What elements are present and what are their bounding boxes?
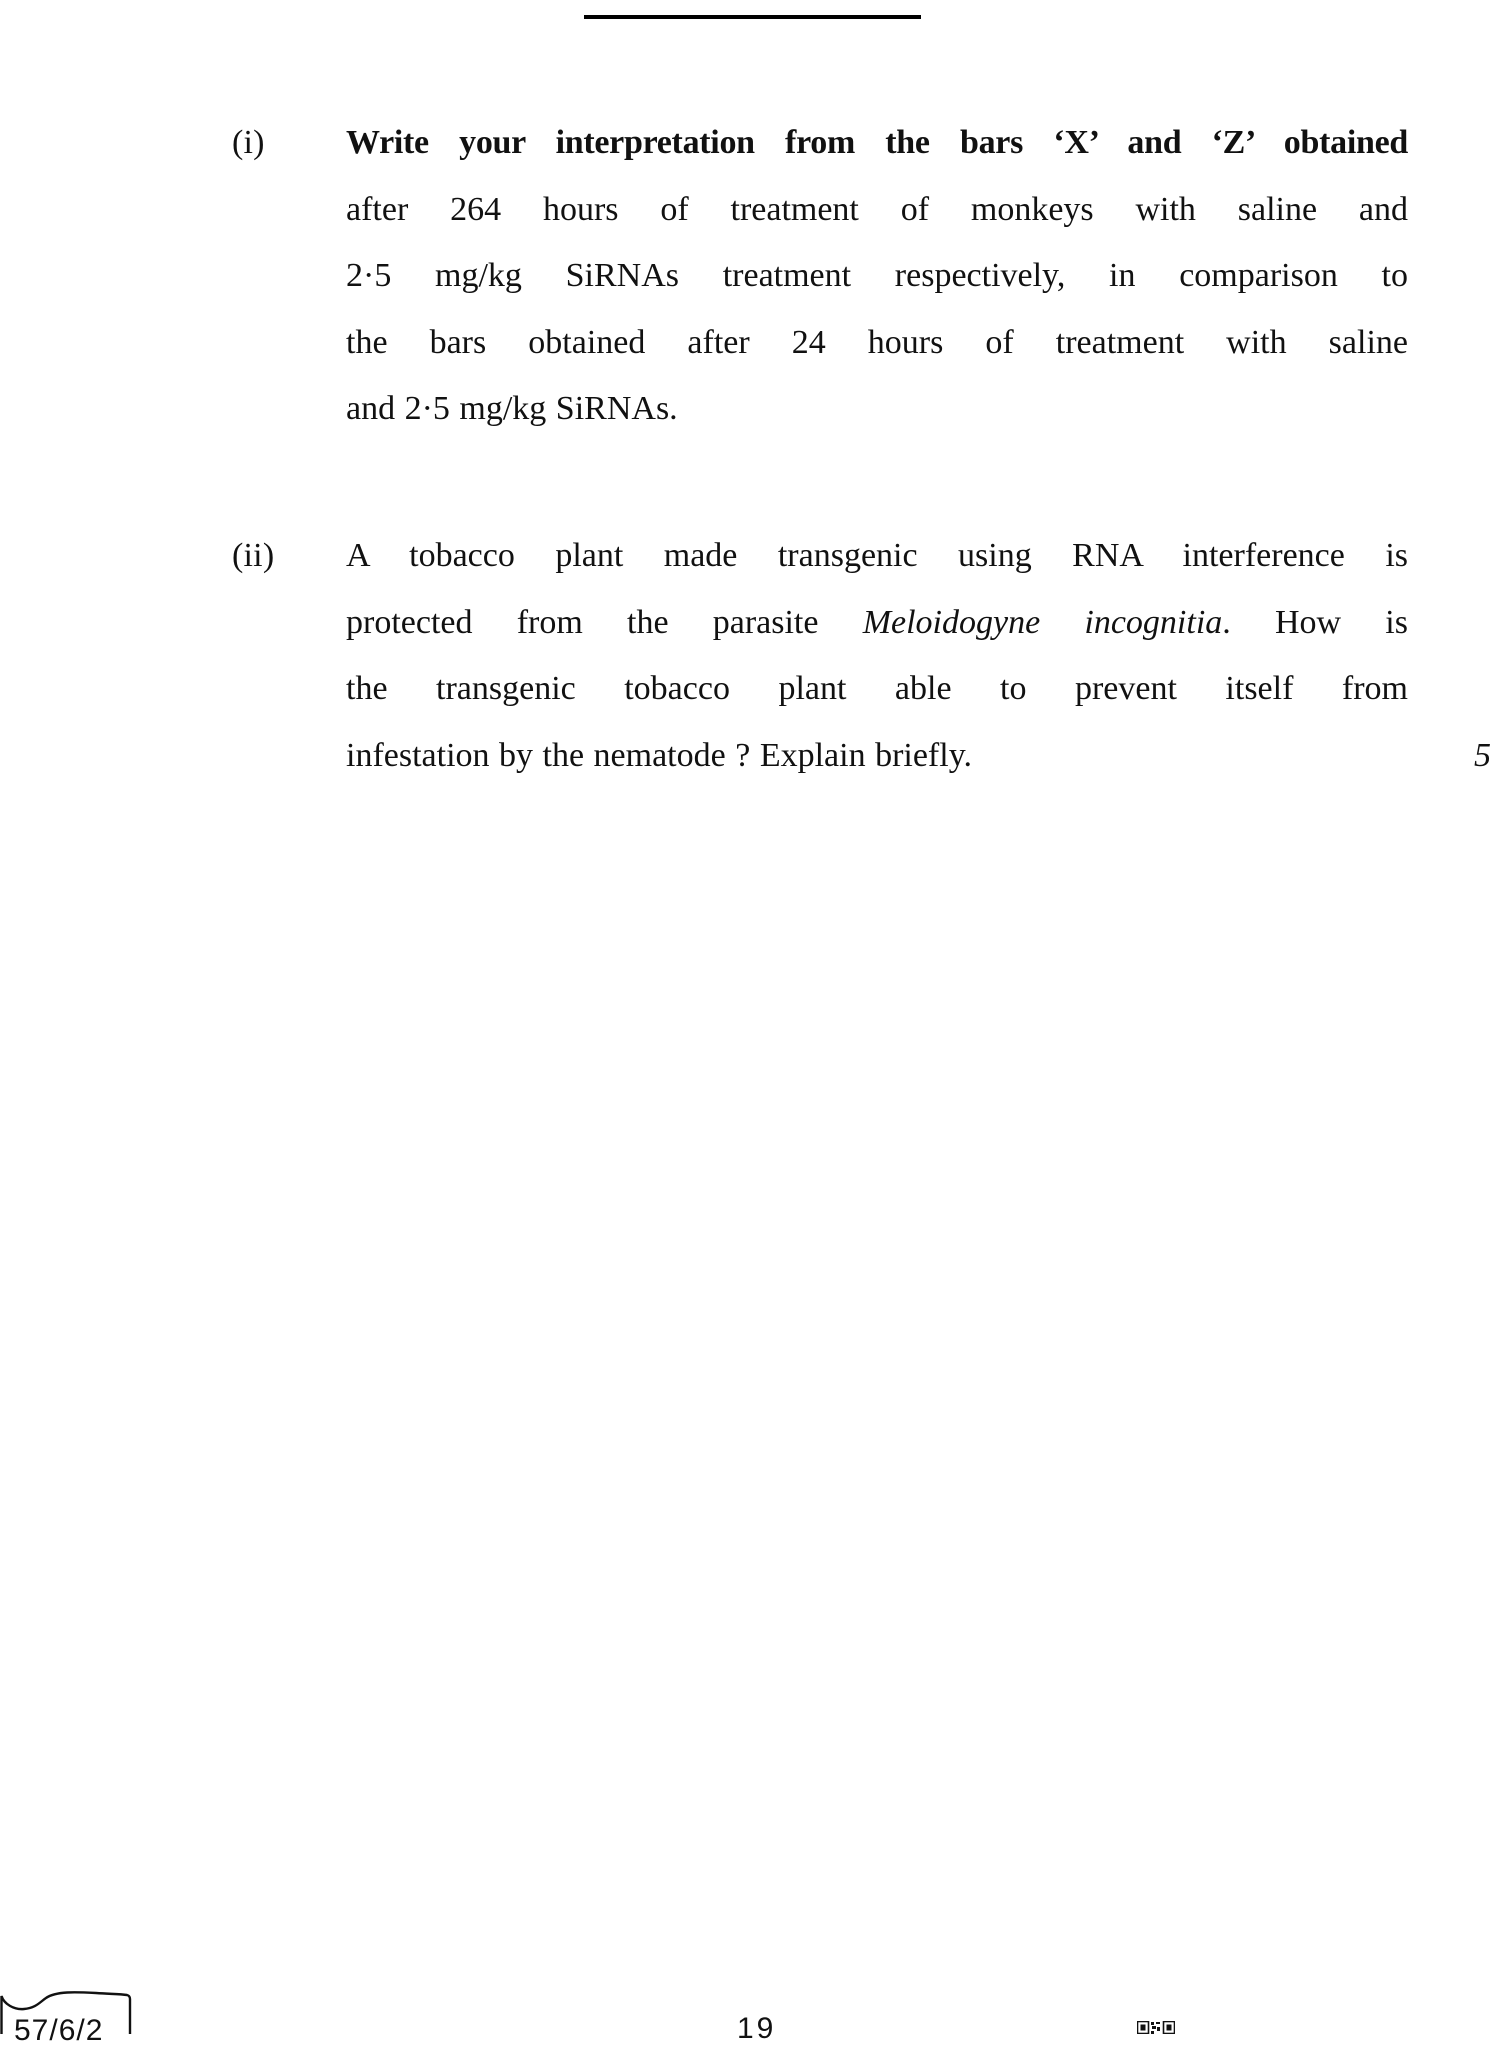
- qr-code-icon: [1137, 2021, 1175, 2034]
- question-line: the bars obtained after 24 hours of treatment with saline: [346, 323, 1408, 361]
- question-text: [346, 523, 1408, 789]
- question-line-bold: Write your interpretation from the bars ‘X’ and ‘Z’ obtained: [346, 124, 1408, 161]
- question-label: (ii): [232, 537, 275, 574]
- question-text-fragment: protected from the parasite: [346, 603, 863, 641]
- paper-code-box: [0, 1990, 132, 2047]
- question-line: the transgenic tobacco plant able to prevent itself from: [346, 670, 1408, 707]
- species-name: Meloidogyne incognitia: [862, 603, 1223, 641]
- page-number: 19: [737, 2012, 777, 2045]
- question-text: [346, 110, 1408, 443]
- question-line: 2·5 mg/kg SiRNAs treatment respectively, in comparison to: [346, 257, 1408, 294]
- question-line: infestation by the nematode ? Explain briefly.: [346, 736, 972, 774]
- question-line: [346, 590, 1408, 657]
- question-line: and 2·5 mg/kg SiRNAs.: [346, 390, 678, 427]
- question-line: after 264 hours of treatment of monkeys with saline and: [346, 190, 1408, 228]
- question-line: A tobacco plant made transgenic using RNA interference is: [346, 537, 1408, 574]
- question-text-fragment: . How is: [1222, 603, 1408, 641]
- top-rule-divider: [584, 15, 921, 19]
- paper-code: 57/6/2: [14, 2014, 104, 2047]
- question-label: (i): [232, 124, 265, 161]
- marks-value: 5: [1474, 736, 1491, 774]
